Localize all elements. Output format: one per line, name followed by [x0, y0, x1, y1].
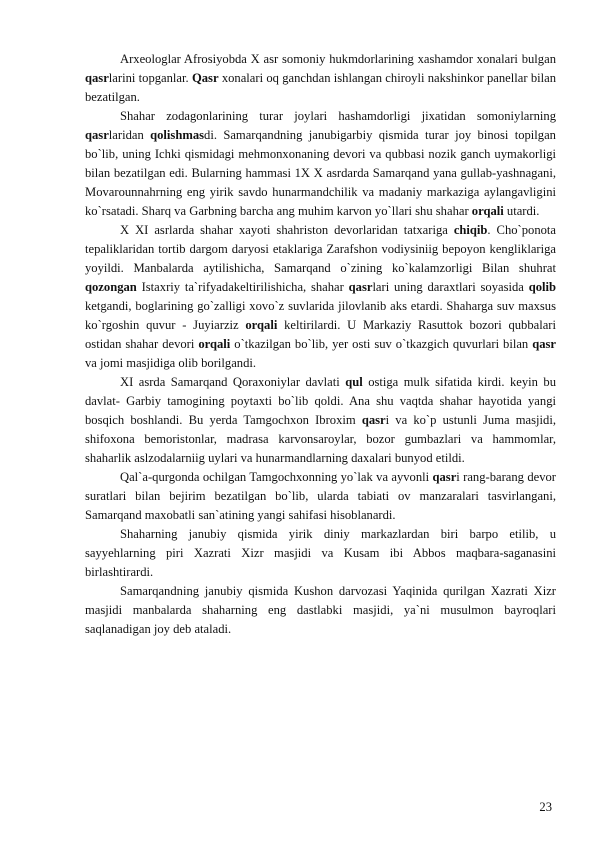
text-run: Samarqandning janubiy qismida Kushon darvozasi Yaqinida qurilgan Xazrati Xizr masjidi manbalarda shaharning eng dastlabki masjidi, ya`ni musulmon bayroqlari saqlanadigan joy deb ataladi. — [85, 584, 556, 636]
bold-term: qul — [345, 375, 363, 389]
text-run: va jomi masjidiga olib borilgandi. — [85, 356, 257, 370]
paragraph — [85, 468, 556, 525]
bold-term: qasr — [432, 470, 457, 484]
paragraph — [85, 50, 556, 107]
bold-term: orqali — [245, 318, 278, 332]
text-run: XI asrda Samarqand Qoraxoniylar davlati — [120, 375, 346, 389]
text-run: lari uning daraxtlari soyasida — [372, 280, 529, 294]
text-run: i va ko`p ustunli Juma masjidi, shifoxona bemoristonlar, madrasa karvonsaroylar, bozor gumbazlari va hammomlar, shaharlik aslzodalarniig uylari va hunarmandlarning daxalari bunyod etildi. — [85, 413, 556, 465]
bold-term: qolib — [528, 280, 556, 294]
text-run: utardi. — [503, 204, 540, 218]
bold-term: qolishmas — [150, 128, 205, 142]
paragraph — [85, 373, 556, 468]
text-run: Arxeologlar Afrosiyobda X asr somoniy hukmdorlarining xashamdor xonalari bulgan — [120, 52, 556, 66]
bold-term: orqali — [471, 204, 504, 218]
text-run: laridan — [108, 128, 151, 142]
bold-term: qasr — [85, 128, 109, 142]
paragraph — [85, 582, 556, 639]
bold-term: qozongan — [85, 280, 137, 294]
body-text — [85, 50, 556, 639]
text-run: . Cho`ponota tepaliklaridan tortib dargom daryosi etaklariga Zarafshon vodiysiniig bepoyon kengliklariga yoyildi. Manbalarda aytilishicha, Samarqand o`zining ko`kalamzorligi Bilan shuhrat — [85, 223, 557, 275]
bold-term: orqali — [198, 337, 231, 351]
page-number: 23 — [539, 800, 552, 814]
text-run: Shaharning janubiy qismida yirik diniy markazlardan biri barpo etilib, u sayyehlarning piri Xazrati Xizr masjidi va Kusam ibi Abbos maqbara-saganasini birlashtirardi. — [85, 527, 556, 579]
bold-term: chiqib — [453, 223, 488, 237]
paragraph — [85, 221, 556, 373]
text-run: o`tkazilgan bo`lib, yer osti suv o`tkazgich quvurlari bilan — [230, 337, 533, 351]
text-run: keltirilardi. U Markaziy Rasuttok bozori qubbalari ostidan shahar devori — [85, 318, 556, 351]
bold-term: qasr — [532, 337, 556, 351]
text-run: X XI asrlarda shahar xayoti shahriston devorlaridan tatxariga — [120, 223, 454, 237]
text-run: i rang-barang devor suratlari bilan bejirim bezatilgan bo`lib, ularda tabiati ov manzaralari tasvirlangani, Samarqand maxobatli san`atining yangi sahifasi hisoblanardi. — [85, 470, 556, 522]
paragraph — [85, 107, 556, 221]
text-run: xonalari oq ganchdan ishlangan chiroyli nakshinkor panellar bilan bezatilgan. — [85, 71, 557, 104]
text-run: Istaxriy ta`rifyadakeltirilishicha, shahar — [136, 280, 349, 294]
paragraph — [85, 525, 556, 582]
bold-term: Qasr — [191, 71, 219, 85]
bold-term: qasr — [348, 280, 373, 294]
bold-term: qasr — [85, 71, 109, 85]
text-run: larini topganlar. — [108, 71, 192, 85]
bold-term: qasr — [361, 413, 386, 427]
text-run: Shahar zodagonlarining turar joylari hashamdorligi jixatidan somoniylarning — [120, 109, 556, 123]
text-run: di. Samarqandning janubigarbiy qismida turar joy binosi topilgan bo`lib, uning Ichki qismidagi mehmonxonaning devori va qubbasi nozik ganch uymakorligi bilan bezatilgan edi. Bularning hammasi 1X X asrdarda Samarqand yana gullab-yashnagani, Movarounnahrning eng yirik savdo hunarmandchilik va madaniy markaziga aylangavligini ko`rsatadi. Sharq va Garbning barcha ang muhim karvon yo`llari shu shahar — [85, 128, 556, 218]
text-run: ketgandi, boglarining go`zalligi xovo`z suvlarida jilovlanib aks etardi. Shaharga suv maxsus ko`rgoshin quvur - Juyiarziz — [85, 299, 556, 332]
text-run: ostiga mulk sifatida kirdi. keyin bu davlat- Garbiy tamogining poytaxti bo`lib qoldi. Ana shu vaqtda shahar hayotida yangi bosqich boshlandi. Bu yerda Tamgochxon Ibroxim — [85, 375, 557, 427]
text-run: Qal`a-qurgonda ochilgan Tamgochxonning yo`lak va ayvonli — [120, 470, 433, 484]
